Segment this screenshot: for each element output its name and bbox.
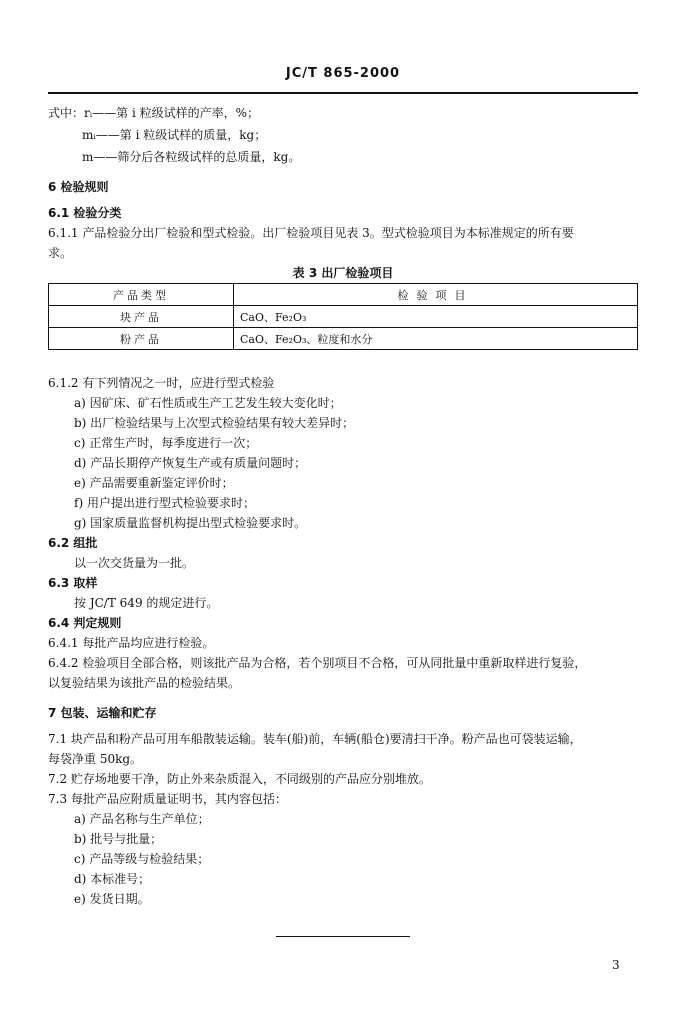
section-6-1-1-line1: 6.1.1 产品检验分出厂检验和型式检验。出厂检验项目见表 3。型式检验项目为本标准规定的所有要: [48, 226, 574, 240]
section-6-1-2-heading: 6.1.2 有下列情况之一时，应进行型式检验: [48, 376, 275, 390]
table-header-inspection-items: 检验项目: [234, 284, 638, 306]
header-rule: [48, 92, 638, 94]
section-7-heading: 7 包装、运输和贮存: [48, 706, 157, 720]
formula-note-ri: 式中：rᵢ——第 i 粒级试样的产率，%；: [48, 106, 260, 120]
section-7-1-line1: 7.1 块产品和粉产品可用车船散装运输。装车(船)前，车辆(船仓)要清扫干净。粉产品也可袋装运输，: [48, 732, 582, 746]
list-item: g) 国家质量监督机构提出型式检验要求时。: [74, 516, 307, 530]
table-3-title: 表 3 出厂检验项目: [292, 266, 394, 280]
section-6-2-text: 以一次交货量为一批。: [74, 556, 195, 570]
table-cell-type: 粉产品: [49, 328, 234, 350]
section-7-2: 7.2 贮存场地要干净，防止外来杂质混入，不同级别的产品应分别堆放。: [48, 772, 431, 786]
list-item: a) 产品名称与生产单位；: [74, 812, 210, 826]
page-number: 3: [612, 958, 620, 972]
section-6-3-text: 按 JC/T 649 的规定进行。: [74, 596, 219, 610]
list-item: b) 批号与批量；: [74, 832, 163, 846]
section-6-3-heading: 6.3 取样: [48, 576, 98, 590]
table-cell-type: 块产品: [49, 306, 234, 328]
section-6-heading: 6 检验规则: [48, 180, 109, 194]
section-6-1-heading: 6.1 检验分类: [48, 206, 122, 220]
list-item: e) 发货日期。: [74, 892, 150, 906]
list-item: a) 因矿床、矿石性质或生产工艺发生较大变化时；: [74, 396, 342, 410]
table-row: [49, 328, 638, 350]
list-item: c) 正常生产时，每季度进行一次；: [74, 436, 258, 450]
list-item: e) 产品需要重新鉴定评价时；: [74, 476, 234, 490]
section-6-4-2-line1: 6.4.2 检验项目全部合格，则该批产品为合格，若个别项目不合格，可从同批量中重新取样进行复验，: [48, 656, 587, 670]
section-6-4-heading: 6.4 判定规则: [48, 616, 122, 630]
table-3: [48, 283, 638, 350]
table-cell-items: CaO、Fe₂O₃、粒度和水分: [234, 328, 638, 350]
section-6-1-1-line2: 求。: [48, 246, 73, 260]
section-6-4-1: 6.4.1 每批产品均应进行检验。: [48, 636, 215, 650]
list-item: b) 出厂检验结果与上次型式检验结果有较大差异时；: [74, 416, 355, 430]
section-6-2-heading: 6.2 组批: [48, 536, 98, 550]
formula-note-mi: mᵢ——第 i 粒级试样的质量，kg；: [82, 128, 267, 142]
section-7-1-line2: 每袋净重 50kg。: [48, 752, 143, 766]
section-7-3: 7.3 每批产品应附质量证明书，其内容包括：: [48, 792, 287, 806]
list-item: d) 本标准号；: [74, 872, 151, 886]
end-rule: [276, 936, 410, 937]
table-header-row: [49, 284, 638, 306]
formula-note-m: m——筛分后各粒级试样的总质量，kg。: [82, 150, 301, 164]
section-6-4-2-line2: 以复验结果为该批产品的检验结果。: [48, 676, 241, 690]
table-row: [49, 306, 638, 328]
table-header-product-type: 产品类型: [49, 284, 234, 306]
list-item: f) 用户提出进行型式检验要求时；: [74, 496, 255, 510]
list-item: c) 产品等级与检验结果；: [74, 852, 210, 866]
table-cell-items: CaO、Fe₂O₃: [234, 306, 638, 328]
list-item: d) 产品长期停产恢复生产或有质量问题时；: [74, 456, 307, 470]
standard-code-header: JC/T 865-2000: [285, 66, 401, 81]
